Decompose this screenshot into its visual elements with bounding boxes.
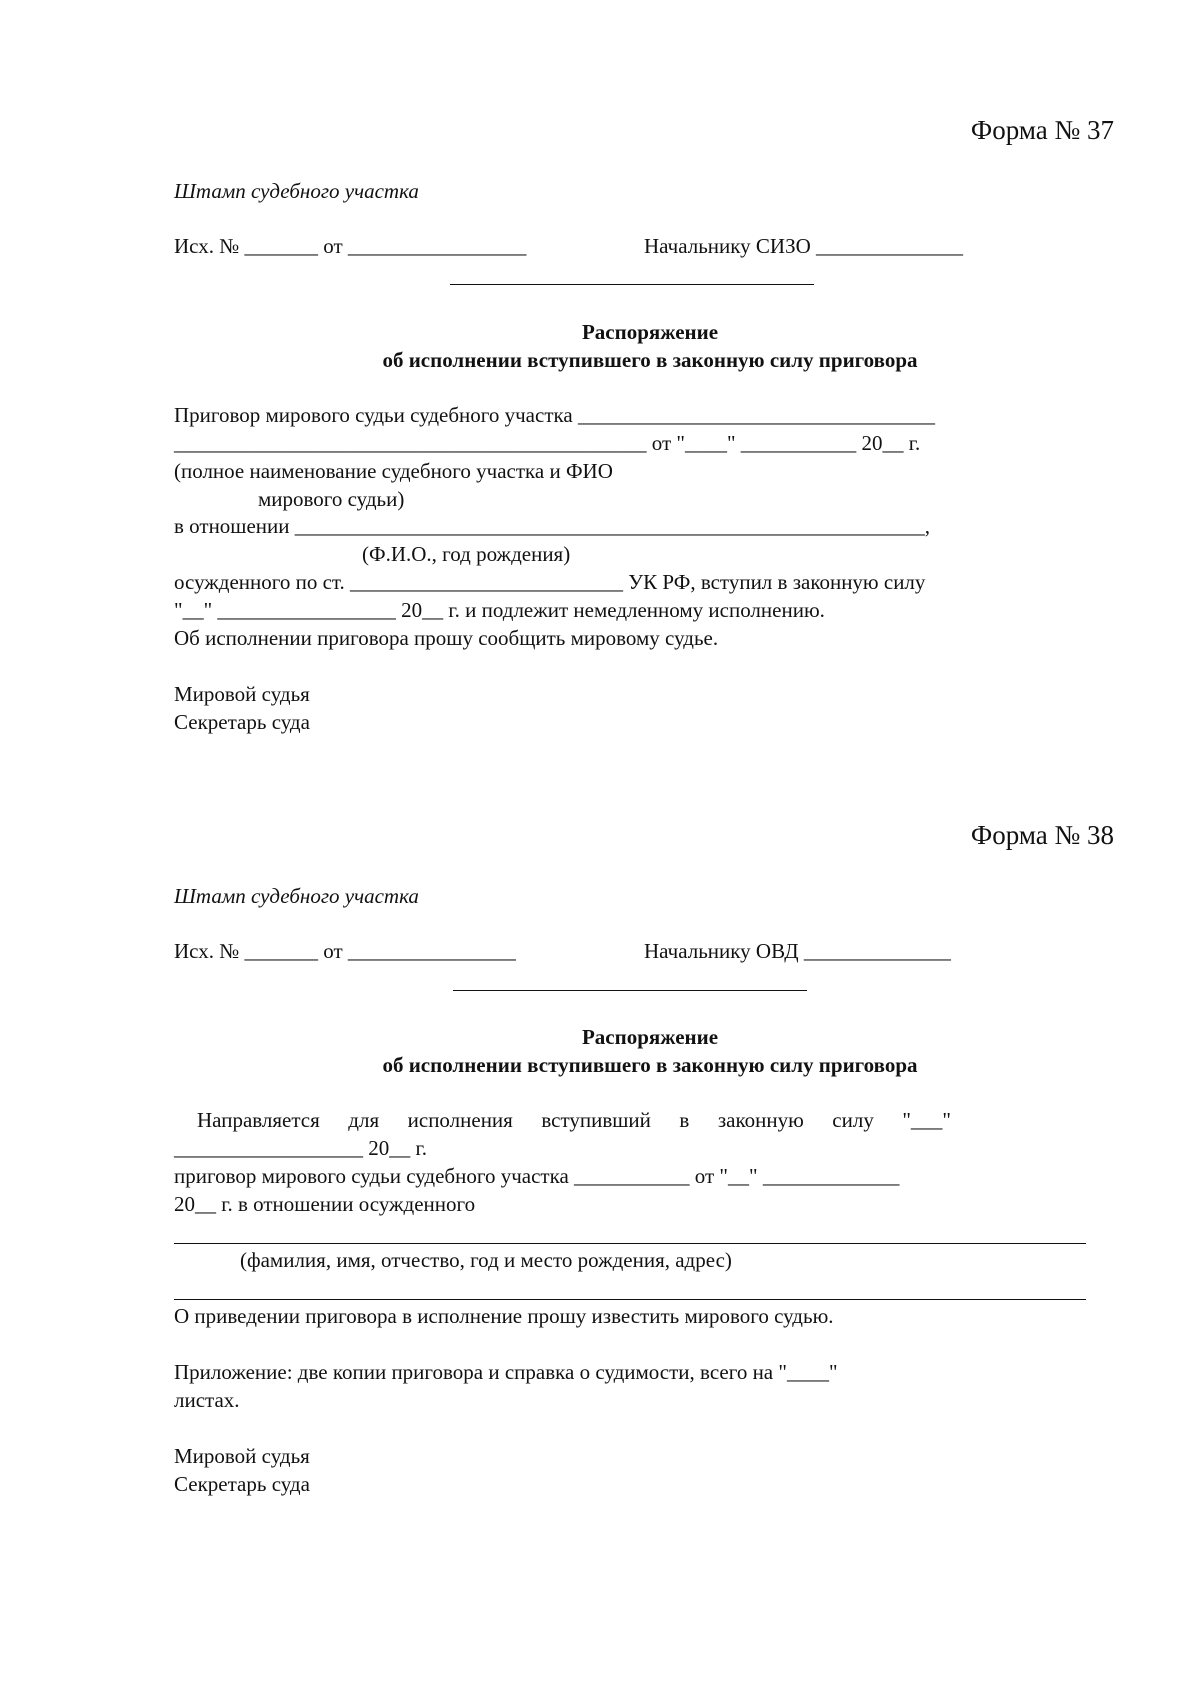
form-38-outgoing-number-line: Исх. № _______ от ________________ [174,939,516,963]
form-38-stamp-label: Штамп судебного участка [174,884,419,908]
form-37-outgoing-number-line: Исх. № _______ от _________________ [174,234,527,258]
form-38-body-line-3: приговор мирового судьи судебного участка ___________ от "__" _____________ [174,1164,900,1188]
form-37-body-line-2: _____________________________________________ от "____" ___________ 20__ г. [174,431,921,455]
form-37-body-line-8: "__" _________________ 20__ г. и подлежит немедленному исполнению. [174,598,825,622]
form-38-judge-signature: Мировой судья [174,1444,310,1468]
form-37-body-line-3: (полное наименование судебного участка и ФИО [174,459,613,483]
form-37-body-line-1: Приговор мирового судьи судебного участка __________________________________ [174,403,935,427]
form-38-subtitle: об исполнении вступившего в законную силу приговора [382,1053,918,1077]
form-38-name-caption: (фамилия, имя, отчество, год и место рождения, адрес) [240,1248,732,1272]
form-37-body-line-5: в отношении ____________________________________________________________, [174,514,931,538]
form-38-attachment-line-2: листах. [174,1388,240,1412]
form-37-judge-signature: Мировой судья [174,682,310,706]
form-37-body-line-4: мирового судьи) [258,487,405,511]
form-38-body-line-1: Направляется для исполнения вступивший в законную силу "___" [197,1108,951,1132]
form-37-title: Распоряжение [581,320,719,344]
form-38-name-underline [174,1243,1086,1244]
form-38-title: Распоряжение [581,1025,719,1049]
form-38-body-line-6: О приведении приговора в исполнение прошу известить мирового судью. [174,1304,834,1328]
form-37-subtitle: об исполнении вступившего в законную силу приговора [382,348,918,372]
form-37-body-line-7: осужденного по ст. __________________________ УК РФ, вступил в законную силу [174,570,926,594]
form-38-body-line-4: 20__ г. в отношении осужденного [174,1192,476,1216]
form-37-stamp-label: Штамп судебного участка [174,179,419,203]
form-38-address-underline [174,1299,1086,1300]
form-37-number: Форма № 37 [970,115,1114,145]
form-37-addressee-line: Начальнику СИЗО ______________ [644,234,964,258]
form-37-secretary-signature: Секретарь суда [174,710,310,734]
form-37-body-line-6: (Ф.И.О., год рождения) [362,542,571,566]
form-38-attachment-line-1: Приложение: две копии приговора и справка о судимости, всего на "____" [174,1360,838,1384]
form-38-secretary-signature: Секретарь суда [174,1472,310,1496]
form-38-addressee-underline [453,990,807,991]
form-37-body-line-9: Об исполнении приговора прошу сообщить мировому судье. [174,626,719,650]
form-38-addressee-line: Начальнику ОВД ______________ [644,939,951,963]
form-38-body-line-2: __________________ 20__ г. [174,1136,427,1160]
form-38-number: Форма № 38 [970,820,1114,850]
form-37-addressee-underline [450,284,814,285]
